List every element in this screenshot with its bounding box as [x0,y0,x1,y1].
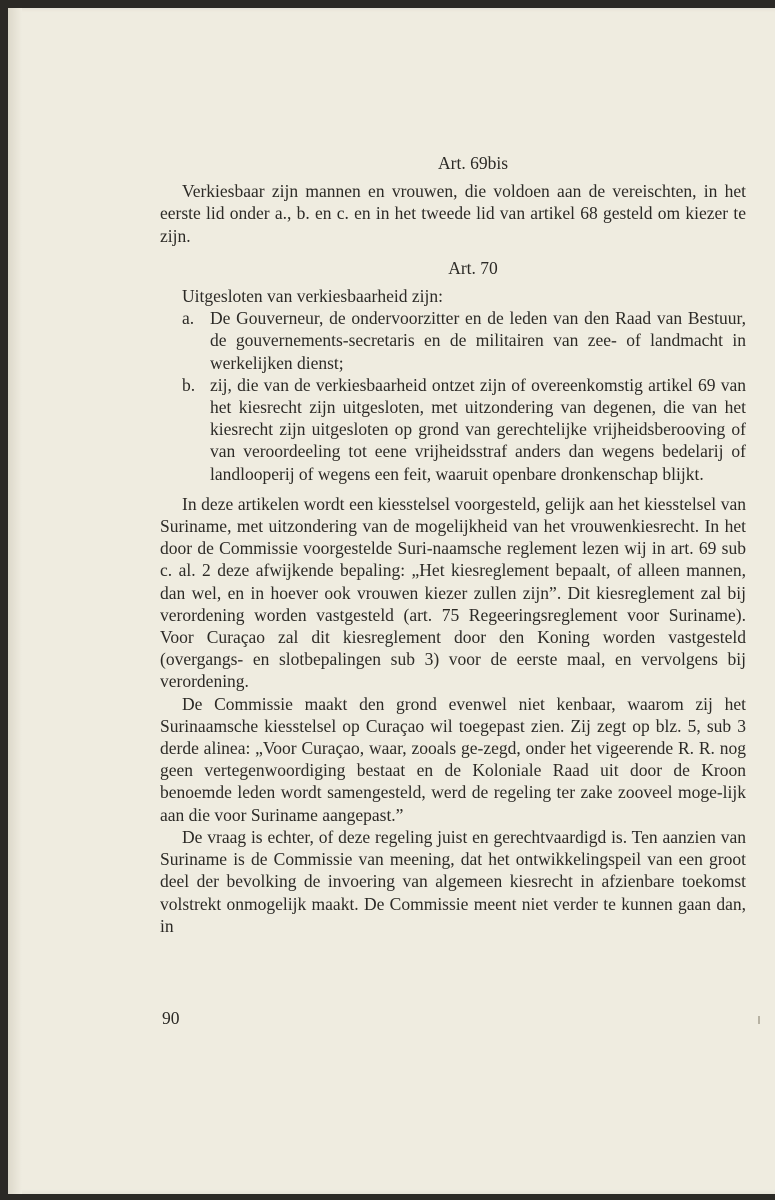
list-item-label: b. [182,374,196,395]
article-70-list [160,307,746,485]
paper-speck [758,1016,760,1024]
page-spine-shadow [8,8,22,1194]
list-item-text: zij, die van de verkiesbaarheid ontzet zijn of overeenkomstig artikel 69 van het kiesrecht zijn uitgesloten, met uitzondering van degenen, die van het kiesrecht zijn uitgesloten op grond van gerechtelijke vrijheidsberooving of van veroordeeling tot eene vrijheidsstraf anders dan wegens bedelarij of landlooperij of wegens een feit, waaruit openbare dronkenschap blijkt. [210,374,746,484]
document-page [8,8,775,1194]
page-number: 90 [162,1008,180,1028]
commentary-paragraph-1: In deze artikelen wordt een kiesstelsel voorgesteld, gelijk aan het kiesstelsel van Suriname, met uitzondering van de mogelijkheid van het vrouwenkiesrecht. In het door de Commissie voorgestelde Suri-naamsche reglement lezen wij in art. 69 sub c. al. 2 deze afwijkende bepaling: „Het kiesreglement bepaalt, of alleen mannen, dan wel, en in hoever ook vrouwen kiezer zullen zijn”. Dit kiesreglement zal bij verordening worden vastgesteld (art. 75 Regeeringsreglement voor Suriname). Voor Curaçao zal dit kiesreglement door den Koning worden vastgesteld (overgangs- en slotbepalingen sub 3) voor de eerste maal, en vervolgens bij verordening. [160,493,746,692]
list-item-text: De Gouverneur, de ondervoorzitter en de leden van den Raad van Bestuur, de gouvernements-secretaris en de militairen van zee- of landmacht in werkelijken dienst; [210,308,746,373]
commentary-paragraph-2: De Commissie maakt den grond evenwel niet kenbaar, waarom zij het Surinaamsche kiesstelsel op Curaçao wil toegepast zien. Zij zegt op blz. 5, sub 3 derde alinea: „Voor Curaçao, waar, zooals ge-zegd, onder het vigeerende R. R. nog geen vertegenwoordiging bestaat en de Koloniale Raad uit door de Kroon benoemde leden wordt samengesteld, werd de regeling ter zake zooveel moge-lijk aan die voor Suriname aangepast.” [160,693,746,825]
article-70-heading: Art. 70 [448,257,498,278]
list-item [160,374,746,485]
article-69bis-heading: Art. 69bis [438,153,508,173]
article-69bis-text: Verkiesbaar zijn mannen en vrouwen, die voldoen aan de vereischten, in het eerste lid onder a., b. en c. en in het tweede lid van artikel 68 gesteld om kiezer te zijn. [160,181,746,246]
list-item [160,307,746,374]
page-text [160,152,746,937]
list-item-label: a. [182,308,195,329]
commentary-paragraph-3: De vraag is echter, of deze regeling juist en gerechtvaardigd is. Ten aanzien van Suriname is de Commissie van meening, dat het ontwikkelingspeil van een groot deel der bevolking de invoering van algemeen kiesrecht in afzienbare toekomst volstrekt onmogelijk maakt. De Commissie meent niet verder te kunnen gaan dan, in [160,826,746,936]
article-70-intro: Uitgesloten van verkiesbaarheid zijn: [182,286,443,307]
